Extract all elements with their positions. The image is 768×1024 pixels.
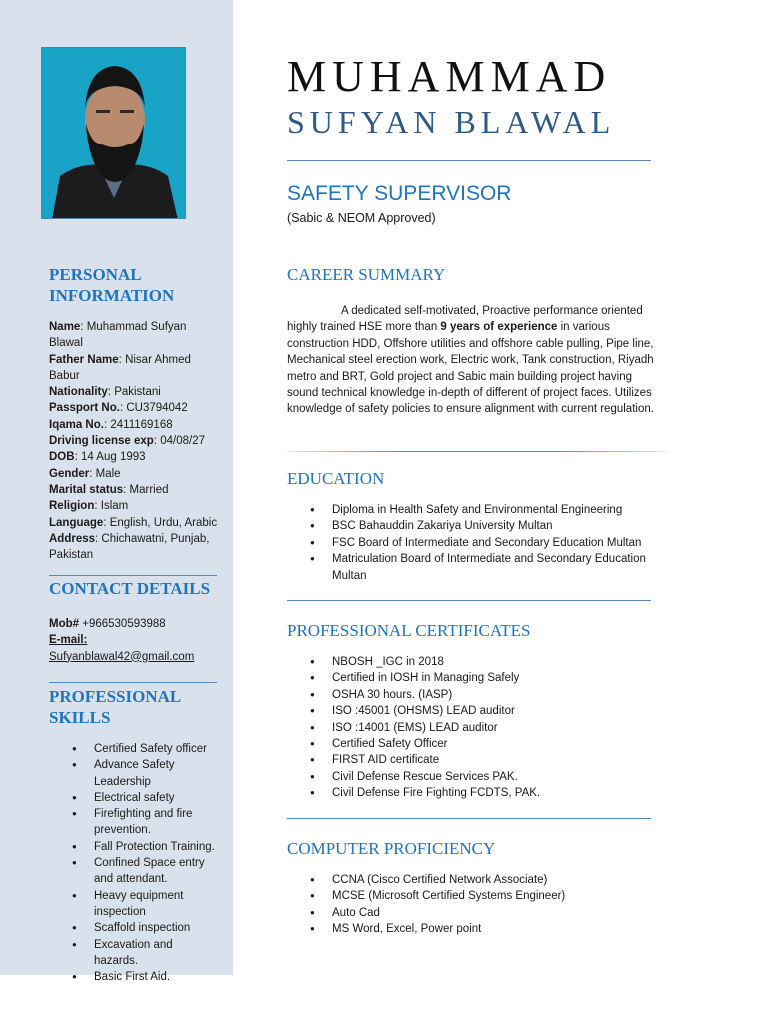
email-label: E-mail: xyxy=(49,634,88,647)
skills-list xyxy=(49,741,219,985)
list-item: ● NBOSH _IGC in 2018 xyxy=(332,654,672,670)
list-item: ● Auto Cad xyxy=(332,905,672,921)
career-summary-text: A dedicated self-motivated, Proactive performance oriented highly trained HSE more than 9 years of experience in various construction HDD, Offshore utilities and offshore cable pulling, Pipe line, Mechanical steel erection work, Electric work, Tank construction, Riyadh metro and BRT, Gold project and Sabic main building project having sound technical knowledge in-depth of different of project faces. Utilizes knowledge of safety policies to ensure alignment with current regulation. xyxy=(287,305,654,416)
list-item: ● Fall Protection Training. xyxy=(94,839,219,855)
list-item: ● MS Word, Excel, Power point xyxy=(332,921,672,937)
info-religion: Religion: Islam xyxy=(49,500,129,513)
list-item: ● Basic First Aid. xyxy=(94,969,219,985)
list-item: ● ISO :14001 (EMS) LEAD auditor xyxy=(332,720,672,736)
job-title: SAFETY SUPERVISOR xyxy=(287,182,512,205)
certificates-heading: PROFESSIONAL CERTIFICATES xyxy=(287,621,531,640)
skills-heading: PROFESSIONAL SKILLS xyxy=(49,687,181,727)
list-item: ● Electrical safety xyxy=(94,790,219,806)
personal-info-heading: PERSONAL INFORMATION xyxy=(49,265,175,305)
certificates-list xyxy=(332,654,672,802)
divider xyxy=(287,160,651,161)
list-item: ● MCSE (Microsoft Certified Systems Engineer) xyxy=(332,888,672,904)
education-list xyxy=(332,502,672,584)
sidebar-divider xyxy=(49,575,217,576)
list-item: ● FIRST AID certificate xyxy=(332,752,672,768)
list-item: ● CCNA (Cisco Certified Network Associate) xyxy=(332,872,672,888)
computer-list xyxy=(332,872,672,938)
divider xyxy=(287,600,651,601)
info-name: Name: Muhammad Sufyan Blawal xyxy=(49,321,187,350)
list-item: ● ISO :45001 (OHSMS) LEAD auditor xyxy=(332,703,672,719)
divider xyxy=(287,451,667,452)
info-iqama: Iqama No.: 2411169168 xyxy=(49,418,173,431)
sidebar-divider xyxy=(49,682,217,683)
info-nationality: Nationality: Pakistani xyxy=(49,386,161,399)
personal-info-list xyxy=(49,319,219,563)
info-dob: DOB: 14 Aug 1993 xyxy=(49,451,146,464)
portrait-image xyxy=(42,48,186,219)
list-item: ● Confined Space entry and attendant. xyxy=(94,855,219,888)
list-item: ● Excavation and hazards. xyxy=(94,937,219,970)
education-heading: EDUCATION xyxy=(287,469,385,488)
info-father-name: Father Name: Nisar Ahmed Babur xyxy=(49,353,191,382)
info-address: Address: Chichawatni, Punjab, Pakistan xyxy=(49,532,210,562)
info-language: Language: English, Urdu, Arabic xyxy=(49,516,218,529)
profile-photo xyxy=(41,47,186,219)
list-item: ● Certified in IOSH in Managing Safely xyxy=(332,670,672,686)
contact-section xyxy=(49,578,219,665)
list-item: ● Civil Defense Fire Fighting FCDTS, PAK. xyxy=(332,785,672,801)
info-marital: Marital status: Married xyxy=(49,483,169,496)
contact-heading: CONTACT DETAILS xyxy=(49,579,211,598)
list-item: ● Certified Safety Officer xyxy=(332,736,672,752)
list-item: ● Matriculation Board of Intermediate and Secondary Education Multan xyxy=(332,551,672,584)
name-last: SUFYAN BLAWAL xyxy=(287,104,616,140)
list-item: ● Diploma in Health Safety and Environmental Engineering xyxy=(332,502,672,518)
personal-info-section xyxy=(49,264,219,563)
contact-list xyxy=(49,616,219,665)
mobile-number: Mob# +966530593988 xyxy=(49,618,166,630)
divider xyxy=(287,818,651,819)
list-item: ● BSC Bahauddin Zakariya University Multan xyxy=(332,518,672,534)
info-license: Driving license exp: 04/08/27 xyxy=(49,435,205,448)
email-link[interactable]: Sufyanblawal42@gmail.com xyxy=(49,650,195,663)
list-item: ● Advance Safety Leadership xyxy=(94,757,219,790)
job-subtitle: (Sabic & NEOM Approved) xyxy=(287,211,436,225)
career-summary-heading: CAREER SUMMARY xyxy=(287,265,446,284)
list-item: ● FSC Board of Intermediate and Secondary Education Multan xyxy=(332,535,672,551)
list-item: ● Firefighting and fire prevention. xyxy=(94,806,219,839)
list-item: ● Scaffold inspection xyxy=(94,920,219,936)
list-item: ● Heavy equipment inspection xyxy=(94,888,219,921)
list-item: ● OSHA 30 hours. (IASP) xyxy=(332,687,672,703)
info-gender: Gender: Male xyxy=(49,467,121,480)
skills-section xyxy=(49,686,219,985)
list-item: ● Civil Defense Rescue Services PAK. xyxy=(332,769,672,785)
info-passport: Passport No.: CU3794042 xyxy=(49,402,188,415)
name-first: MUHAMMAD xyxy=(287,52,612,101)
list-item: ● Certified Safety officer xyxy=(94,741,219,757)
computer-heading: COMPUTER PROFICIENCY xyxy=(287,839,496,858)
